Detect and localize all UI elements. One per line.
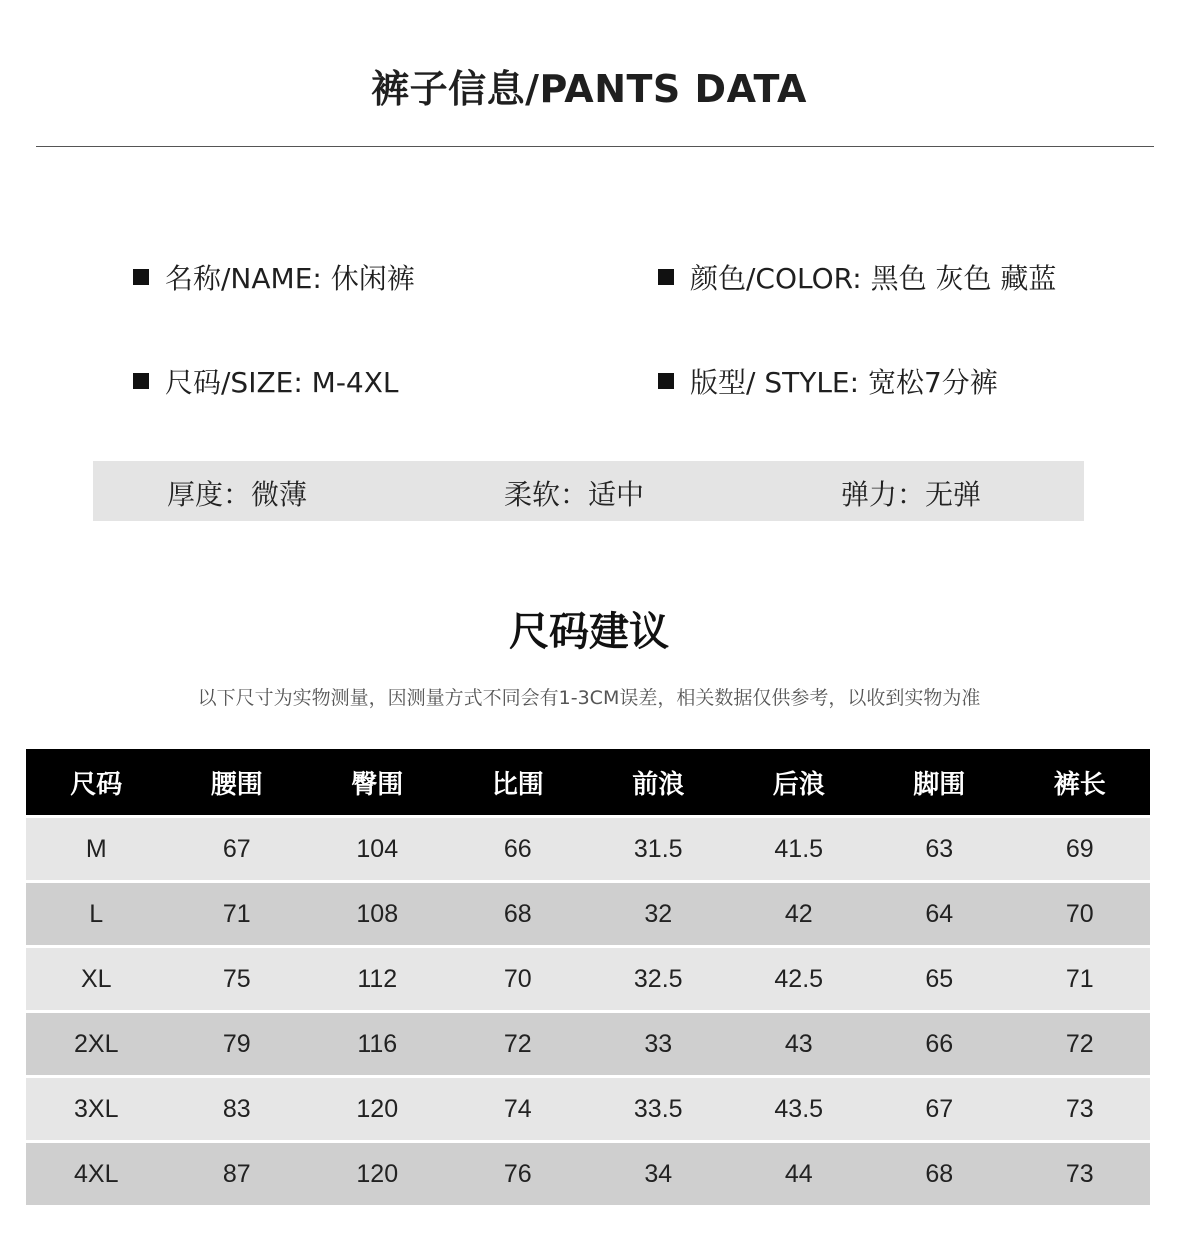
table-cell: 70 <box>448 948 589 1010</box>
table-cell: 67 <box>167 818 308 880</box>
header-cell: 腰围 <box>167 749 308 815</box>
table-cell: 65 <box>869 948 1010 1010</box>
table-row <box>26 1078 1150 1140</box>
info-size <box>133 361 399 401</box>
table-cell: 116 <box>307 1013 448 1075</box>
table-cell: 73 <box>1010 1078 1151 1140</box>
table-cell: 112 <box>307 948 448 1010</box>
size-table <box>26 746 1150 1208</box>
table-cell: 69 <box>1010 818 1151 880</box>
info-style <box>658 361 998 401</box>
table-cell: 43 <box>729 1013 870 1075</box>
table-cell: 4XL <box>26 1143 167 1205</box>
softness-label: 柔软：适中 <box>504 478 645 511</box>
table-cell: XL <box>26 948 167 1010</box>
table-cell: 63 <box>869 818 1010 880</box>
header-cell: 比围 <box>448 749 589 815</box>
table-cell: 2XL <box>26 1013 167 1075</box>
table-cell: 83 <box>167 1078 308 1140</box>
table-cell: 76 <box>448 1143 589 1205</box>
table-row <box>26 1143 1150 1205</box>
table-cell: 66 <box>448 818 589 880</box>
table-row <box>26 883 1150 945</box>
size-section-title: 尺码建议 <box>509 609 669 655</box>
table-cell: 72 <box>1010 1013 1151 1075</box>
table-cell: 41.5 <box>729 818 870 880</box>
table-cell: 75 <box>167 948 308 1010</box>
square-bullet-icon <box>658 269 674 285</box>
header-cell: 后浪 <box>729 749 870 815</box>
table-cell: 33.5 <box>588 1078 729 1140</box>
table-cell: 74 <box>448 1078 589 1140</box>
table-cell: 87 <box>167 1143 308 1205</box>
table-cell: 73 <box>1010 1143 1151 1205</box>
table-cell: 70 <box>1010 883 1151 945</box>
elasticity-label: 弹力：无弹 <box>841 478 982 511</box>
thickness-label: 厚度：微薄 <box>167 478 308 511</box>
table-cell: 34 <box>588 1143 729 1205</box>
table-cell: 3XL <box>26 1078 167 1140</box>
table-cell: 71 <box>167 883 308 945</box>
table-row <box>26 818 1150 880</box>
table-cell: L <box>26 883 167 945</box>
table-cell: 79 <box>167 1013 308 1075</box>
header-cell: 脚围 <box>869 749 1010 815</box>
table-cell: 31.5 <box>588 818 729 880</box>
info-style-text: 版型/ STYLE: 宽松7分裤 <box>690 366 998 399</box>
table-cell: 67 <box>869 1078 1010 1140</box>
table-row <box>26 948 1150 1010</box>
table-cell: 44 <box>729 1143 870 1205</box>
table-cell: M <box>26 818 167 880</box>
info-color-text: 颜色/COLOR: 黑色 灰色 藏蓝 <box>690 262 1057 295</box>
table-cell: 32.5 <box>588 948 729 1010</box>
header-cell: 臀围 <box>307 749 448 815</box>
table-cell: 43.5 <box>729 1078 870 1140</box>
table-cell: 33 <box>588 1013 729 1075</box>
page-title: 裤子信息/PANTS DATA <box>371 67 807 111</box>
measurement-note: 以下尺寸为实物测量，因测量方式不同会有1-3CM误差，相关数据仅供参考，以收到实物为准 <box>197 687 981 709</box>
info-color <box>658 257 1056 297</box>
header-cell: 裤长 <box>1010 749 1151 815</box>
table-cell: 66 <box>869 1013 1010 1075</box>
table-cell: 104 <box>307 818 448 880</box>
properties-bar <box>93 461 1084 521</box>
table-cell: 68 <box>869 1143 1010 1205</box>
table-cell: 68 <box>448 883 589 945</box>
table-cell: 64 <box>869 883 1010 945</box>
table-row <box>26 1013 1150 1075</box>
table-cell: 32 <box>588 883 729 945</box>
title-divider <box>36 146 1154 147</box>
table-cell: 72 <box>448 1013 589 1075</box>
square-bullet-icon <box>133 373 149 389</box>
table-cell: 108 <box>307 883 448 945</box>
table-cell: 120 <box>307 1143 448 1205</box>
table-cell: 42 <box>729 883 870 945</box>
info-name-text: 名称/NAME: 休闲裤 <box>165 262 415 295</box>
header-cell: 前浪 <box>588 749 729 815</box>
size-table-header <box>26 749 1150 815</box>
table-cell: 71 <box>1010 948 1151 1010</box>
square-bullet-icon <box>658 373 674 389</box>
table-cell: 120 <box>307 1078 448 1140</box>
square-bullet-icon <box>133 269 149 285</box>
header-cell: 尺码 <box>26 749 167 815</box>
table-cell: 42.5 <box>729 948 870 1010</box>
info-name <box>133 257 415 297</box>
info-size-text: 尺码/SIZE: M-4XL <box>165 366 399 399</box>
